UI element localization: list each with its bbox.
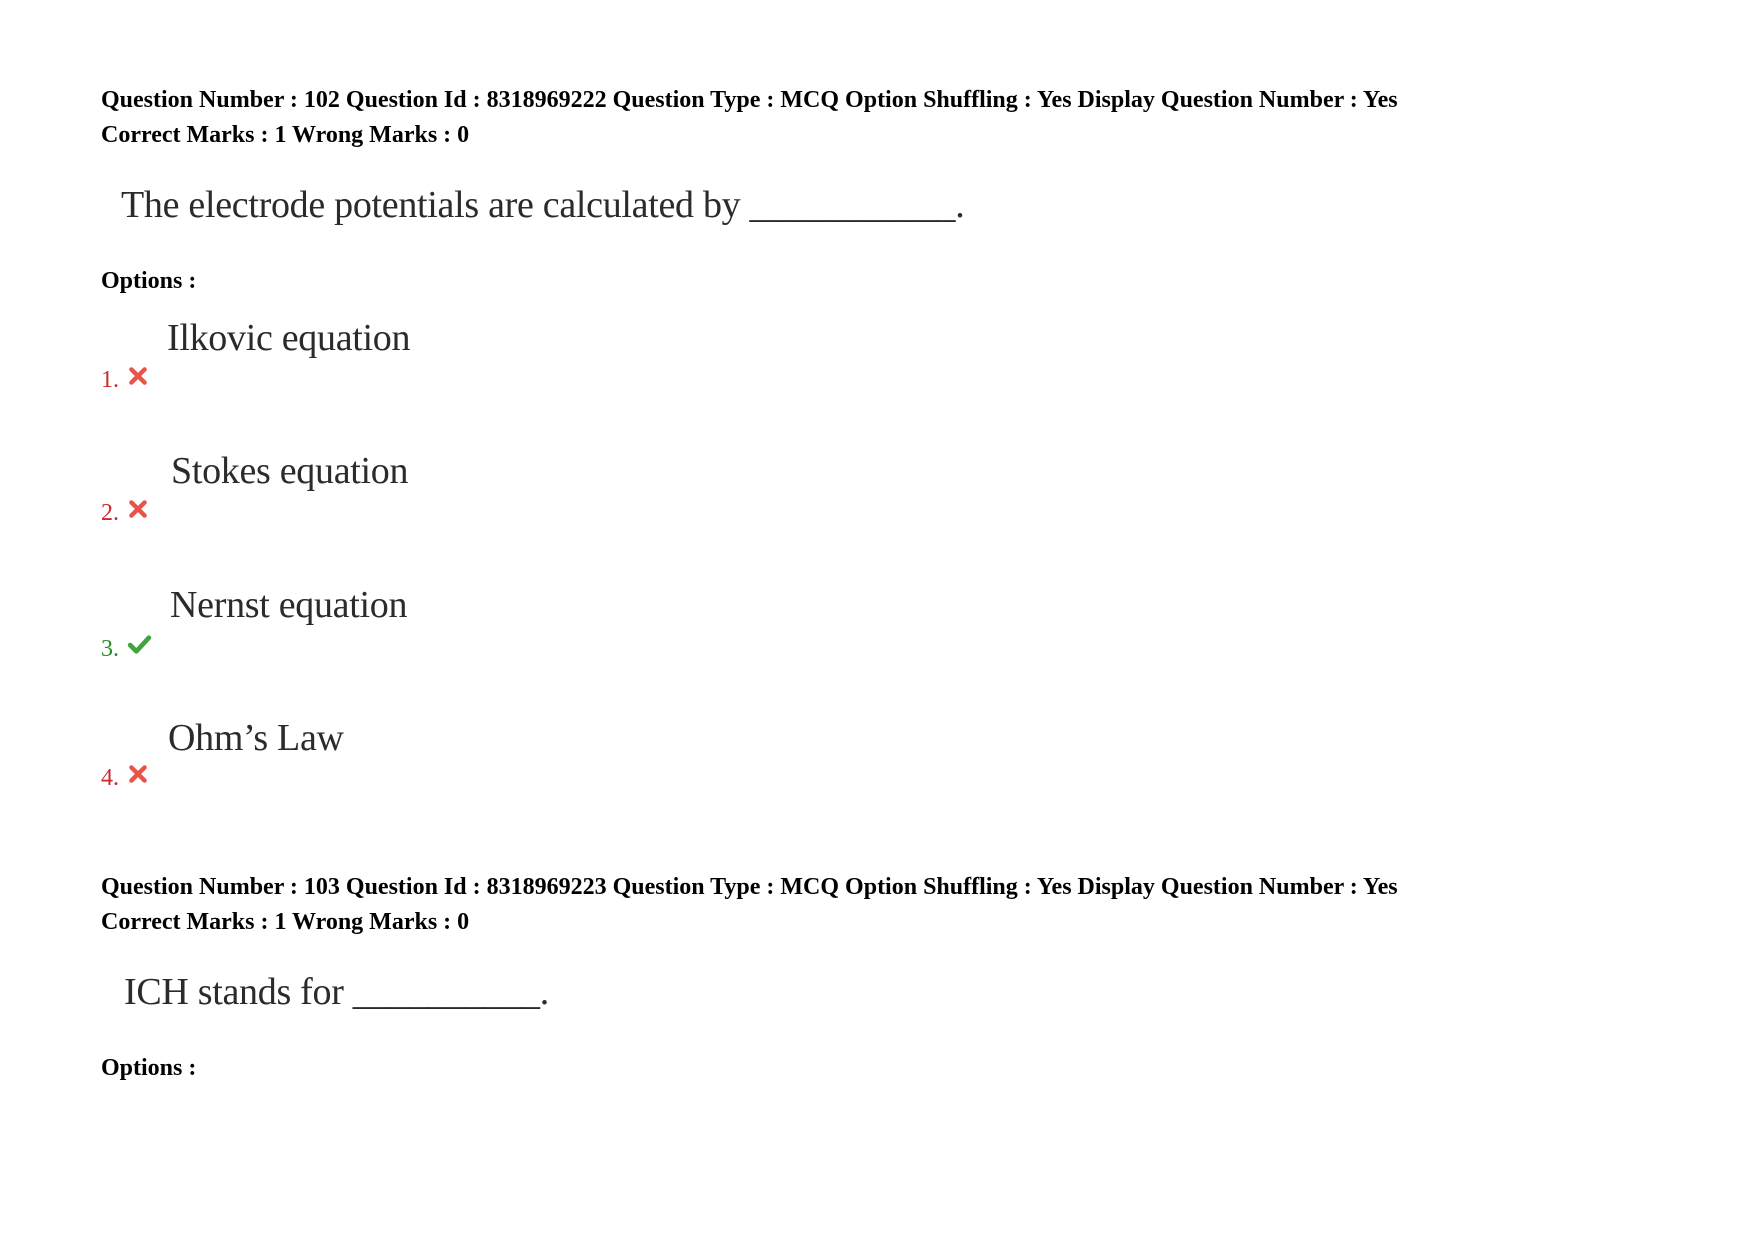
option-1-text: Ilkovic equation bbox=[167, 317, 411, 359]
question-103-meta-line-2: Correct Marks : 1 Wrong Marks : 0 bbox=[101, 909, 470, 935]
option-3-number: 3. bbox=[101, 636, 119, 662]
question-103-text: ICH stands for __________. bbox=[124, 971, 549, 1013]
option-2-text: Stokes equation bbox=[171, 450, 409, 492]
question-103-options-label: Options : bbox=[101, 1055, 197, 1081]
question-102-options-label: Options : bbox=[101, 268, 197, 294]
cross-mark-icon bbox=[127, 763, 149, 785]
option-3-text: Nernst equation bbox=[170, 584, 408, 626]
cross-mark-icon bbox=[127, 498, 149, 520]
option-4-number: 4. bbox=[101, 765, 119, 791]
check-mark-icon bbox=[127, 633, 152, 655]
question-103-meta-line-1: Question Number : 103 Question Id : 8318969223 Question Type : MCQ Option Shuffling : Yes Display Question Number : Yes bbox=[101, 874, 1398, 900]
option-4-text: Ohm’s Law bbox=[168, 717, 344, 759]
cross-mark-icon bbox=[127, 365, 149, 387]
option-2-number: 2. bbox=[101, 500, 119, 526]
option-1-number: 1. bbox=[101, 367, 119, 393]
question-102-meta-line-1: Question Number : 102 Question Id : 8318969222 Question Type : MCQ Option Shuffling : Yes Display Question Number : Yes bbox=[101, 87, 1398, 113]
question-102-text: The electrode potentials are calculated by ___________. bbox=[121, 184, 965, 226]
question-102-meta-line-2: Correct Marks : 1 Wrong Marks : 0 bbox=[101, 122, 470, 148]
